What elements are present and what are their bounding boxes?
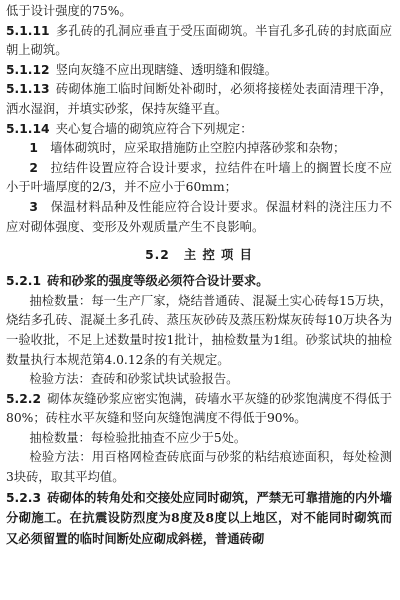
body-paragraph: 抽检数量：每一生产厂家，烧结普通砖、混凝土实心砖每15万块，烧结多孔砖、混凝土多孔砖、蒸压灰砂砖及蒸压粉煤灰砖每10万块各为一验收批，不足上述数量时按1批计，抽检数量为1组。砂浆试块的抽检数量执行本规范第4.0.12条的有关规定。 [6, 293, 392, 367]
item-text: 拉结件设置应符合设计要求，拉结件在叶墙上的搁置长度不应小于叶墙厚度的2/3，并不应小于60mm； [6, 160, 392, 195]
clause-number: 5.2.1 [6, 274, 42, 289]
list-item [6, 139, 392, 159]
section-heading [6, 245, 392, 265]
clause-text: 砖砌体施工临时间断处补砌时，必须将接槎处表面清理干净，洒水湿润，并填实砂浆，保持灰缝平直。 [6, 82, 392, 116]
clause-text: 竖向灰缝不应出现瞎缝、透明缝和假缝。 [55, 62, 278, 77]
item-text: 保温材料品种及性能应符合设计要求。保温材料的浇注压力不应对砌体强度、变形及外观质量产生不良影响。 [6, 199, 392, 234]
clause-number: 5.1.13 [6, 82, 50, 97]
clause-number: 5.1.11 [6, 23, 50, 38]
clause-paragraph [6, 61, 392, 81]
item-number: 3 [29, 199, 38, 214]
clause-text: 砌体灰缝砂浆应密实饱满，砖墙水平灰缝的砂浆饱满度不得低于80%；砖柱水平灰缝和竖向灰缝饱满度不得低于90%。 [6, 391, 392, 426]
clause-number: 5.2.2 [6, 391, 42, 406]
continued-text: 低于设计强度的75%。 [6, 4, 132, 18]
clause-paragraph [6, 80, 392, 119]
body-paragraph: 检验方法：用百格网检查砖底面与砂浆的粘结痕迹面积，每处检测3块砖，取其平均值。 [6, 450, 392, 485]
list-item [6, 198, 392, 237]
clause-paragraph [6, 120, 392, 140]
clause-paragraph [6, 390, 392, 429]
body-paragraph: 检验方法：查砖和砂浆试块试验报告。 [29, 372, 239, 387]
clause-number: 5.2.3 [6, 490, 42, 505]
item-number: 2 [29, 160, 38, 175]
clause-number: 5.1.14 [6, 121, 50, 136]
list-item [6, 159, 392, 198]
clause-paragraph [6, 22, 392, 61]
clause-text: 砖和砂浆的强度等级必须符合设计要求。 [47, 273, 269, 289]
clause-text: 砖砌体的转角处和交接处应同时砌筑，严禁无可靠措施的内外墙分砌施工。在抗震设防烈度为8度及8度以上地区，对不能同时砌筑而又必须留置的临时间断处应砌成斜槎，普通砖砌 [6, 489, 392, 546]
clause-text: 多孔砖的孔洞应垂直于受压面砌筑。半盲孔多孔砖的封底面应朝上砌筑。 [6, 23, 392, 58]
section-number: 5.2 [145, 248, 170, 263]
section-title: 主 控 项 目 [183, 248, 253, 263]
body-paragraph: 抽检数量：每检验批抽查不应少于5处。 [29, 430, 247, 445]
item-number: 1 [29, 141, 38, 156]
clause-number: 5.1.12 [6, 62, 50, 77]
clause-paragraph [6, 271, 392, 292]
clause-text: 夹心复合墙的砌筑应符合下列规定： [55, 121, 253, 136]
clause-paragraph [6, 488, 392, 550]
item-text: 墙体砌筑时，应采取措施防止空腔内掉落砂浆和杂物； [50, 141, 346, 156]
